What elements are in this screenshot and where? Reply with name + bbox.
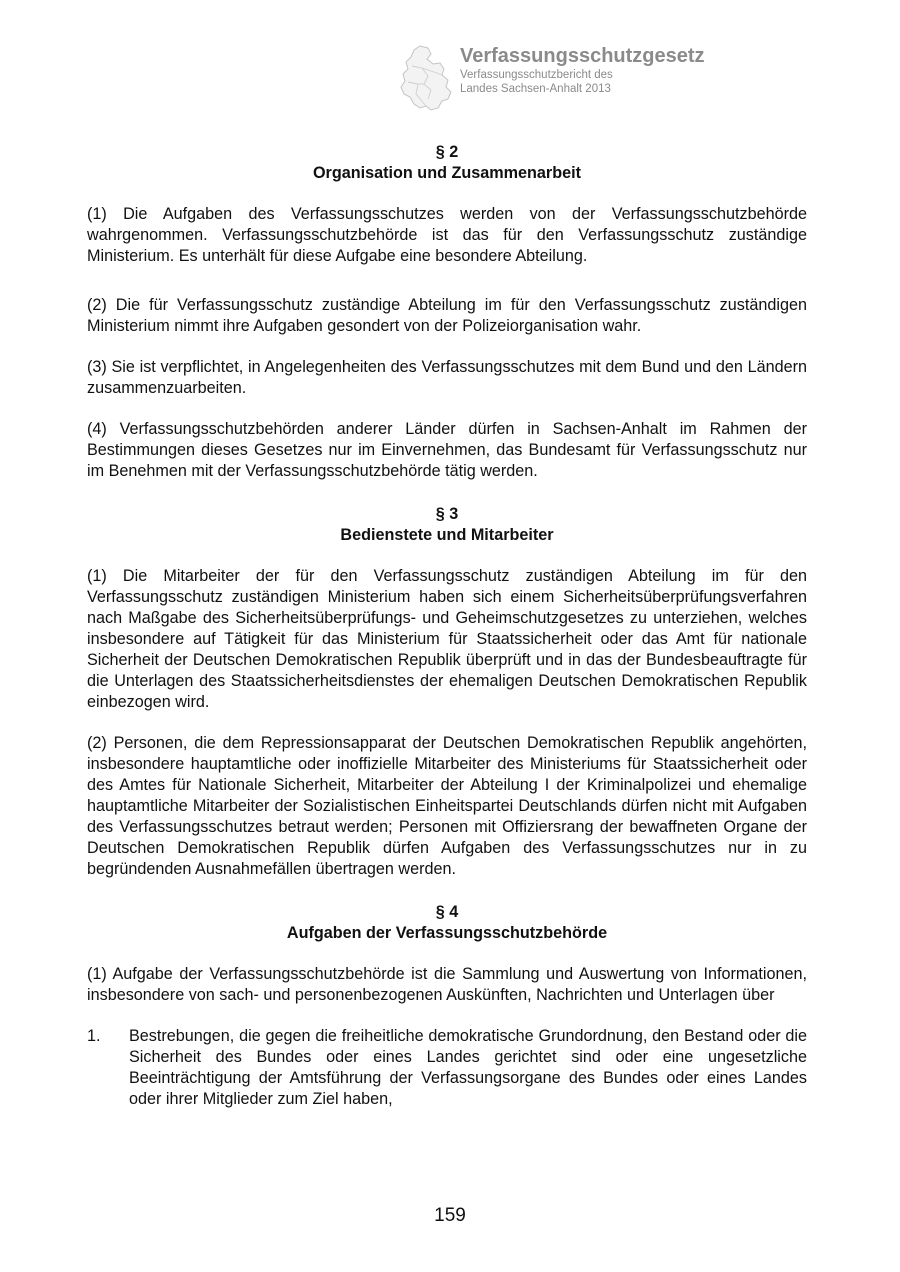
list-item-number: 1.	[87, 1027, 101, 1045]
paragraph: (1) Die Aufgaben des Verfassungsschutzes werden von der Verfassungsschutzbehörde wahrgenommen. Verfassungsschutzbehörde ist das für den Verfassungsschutz zuständige Ministerium. Es unterhält für diese Aufgabe eine besondere Abteilung.	[87, 205, 807, 265]
paragraph: (2) Die für Verfassungsschutz zuständige Abteilung im für den Verfassungsschutz zuständigen Ministerium nimmt ihre Aufgaben gesondert von der Polizeiorganisation wahr.	[87, 296, 807, 335]
list-item-text: Bestrebungen, die gegen die freiheitliche demokratische Grundordnung, den Bestand oder die Sicherheit des Bundes oder eines Landes gerichtet sind oder eine ungesetzliche Beeinträchtigung der Amtsführung der Verfassungsorgane des Bundes oder eines Landes oder ihrer Mitglieder zum Ziel haben,	[129, 1027, 807, 1108]
list-item	[87, 1026, 807, 1110]
document-body	[87, 142, 807, 1110]
paragraph: (1) Aufgabe der Verfassungsschutzbehörde ist die Sammlung und Auswertung von Informationen, insbesondere von sach- und personenbezogenen Auskünften, Nachrichten und Unterlagen über	[87, 965, 807, 1004]
section-3	[87, 504, 807, 880]
paragraph: (1) Die Mitarbeiter der für den Verfassungsschutz zuständigen Abteilung im für den Verfassungsschutz zuständigen Ministerium haben sich einem Sicherheitsüberprüfungsverfahren nach Maßgabe des Sicherheitsüberprüfungs- und Geheimschutzgesetzes zu unterziehen, welches insbesondere auf Tätigkeit für das Ministerium für Staatssicherheit oder das Amt für nationale Sicherheit der Deutschen Demokratischen Republik überprüft und in das der Bundesbeauftragte für die Unterlagen des Staatssicherheitsdienstes der ehemaligen Deutschen Demokratischen Republik einbezogen wird.	[87, 567, 807, 711]
saxony-anhalt-map-icon	[398, 44, 454, 114]
page-number: 159	[434, 1205, 466, 1226]
paragraph: (2) Personen, die dem Repressionsapparat der Deutschen Demokratischen Republik angehörten, insbesondere hauptamtliche oder inoffizielle Mitarbeiter des Ministeriums für Staatssicherheit oder des Amtes für Nationale Sicherheit, Mitarbeiter der Abteilung I der Kriminalpolizei und ehemalige hauptamtliche Mitarbeiter der Sozialistischen Einheitspartei Deutschlands dürfen nicht mit Aufgaben des Verfassungsschutzes betraut werden; Personen mit Offiziersrang der bewaffneten Organe der Deutschen Demokratischen Republik dürfen Aufgaben des Verfassungsschutzes nur in zu begründenden Ausnahmefällen übertragen werden.	[87, 734, 807, 878]
section-number: § 4	[435, 903, 459, 921]
header-title: Verfassungsschutzgesetz	[460, 45, 705, 67]
section-number: § 3	[435, 505, 459, 523]
header-text	[460, 44, 705, 96]
section-2	[87, 142, 807, 482]
paragraph: (3) Sie ist verpflichtet, in Angelegenheiten des Verfassungsschutzes mit dem Bund und den Ländern zusammenzuarbeiten.	[87, 358, 807, 397]
section-title: Aufgaben der Verfassungsschutzbehörde	[286, 924, 608, 942]
section-title: Organisation und Zusammenarbeit	[312, 164, 582, 182]
page-header	[398, 44, 818, 116]
paragraph: (4) Verfassungsschutzbehörden anderer Länder dürfen in Sachsen-Anhalt im Rahmen der Bestimmungen dieses Gesetzes nur im Einvernehmen, das Bundesamt für Verfassungsschutz nur im Benehmen mit der Verfassungsschutzbehörde tätig werden.	[87, 420, 807, 480]
section-title: Bedienstete und Mitarbeiter	[340, 526, 554, 544]
header-subtitle-line1: Verfassungsschutzbericht des	[460, 69, 613, 81]
section-4	[87, 902, 807, 1110]
header-subtitle-line2: Landes Sachsen-Anhalt 2013	[460, 83, 611, 95]
section-number: § 2	[435, 143, 459, 161]
